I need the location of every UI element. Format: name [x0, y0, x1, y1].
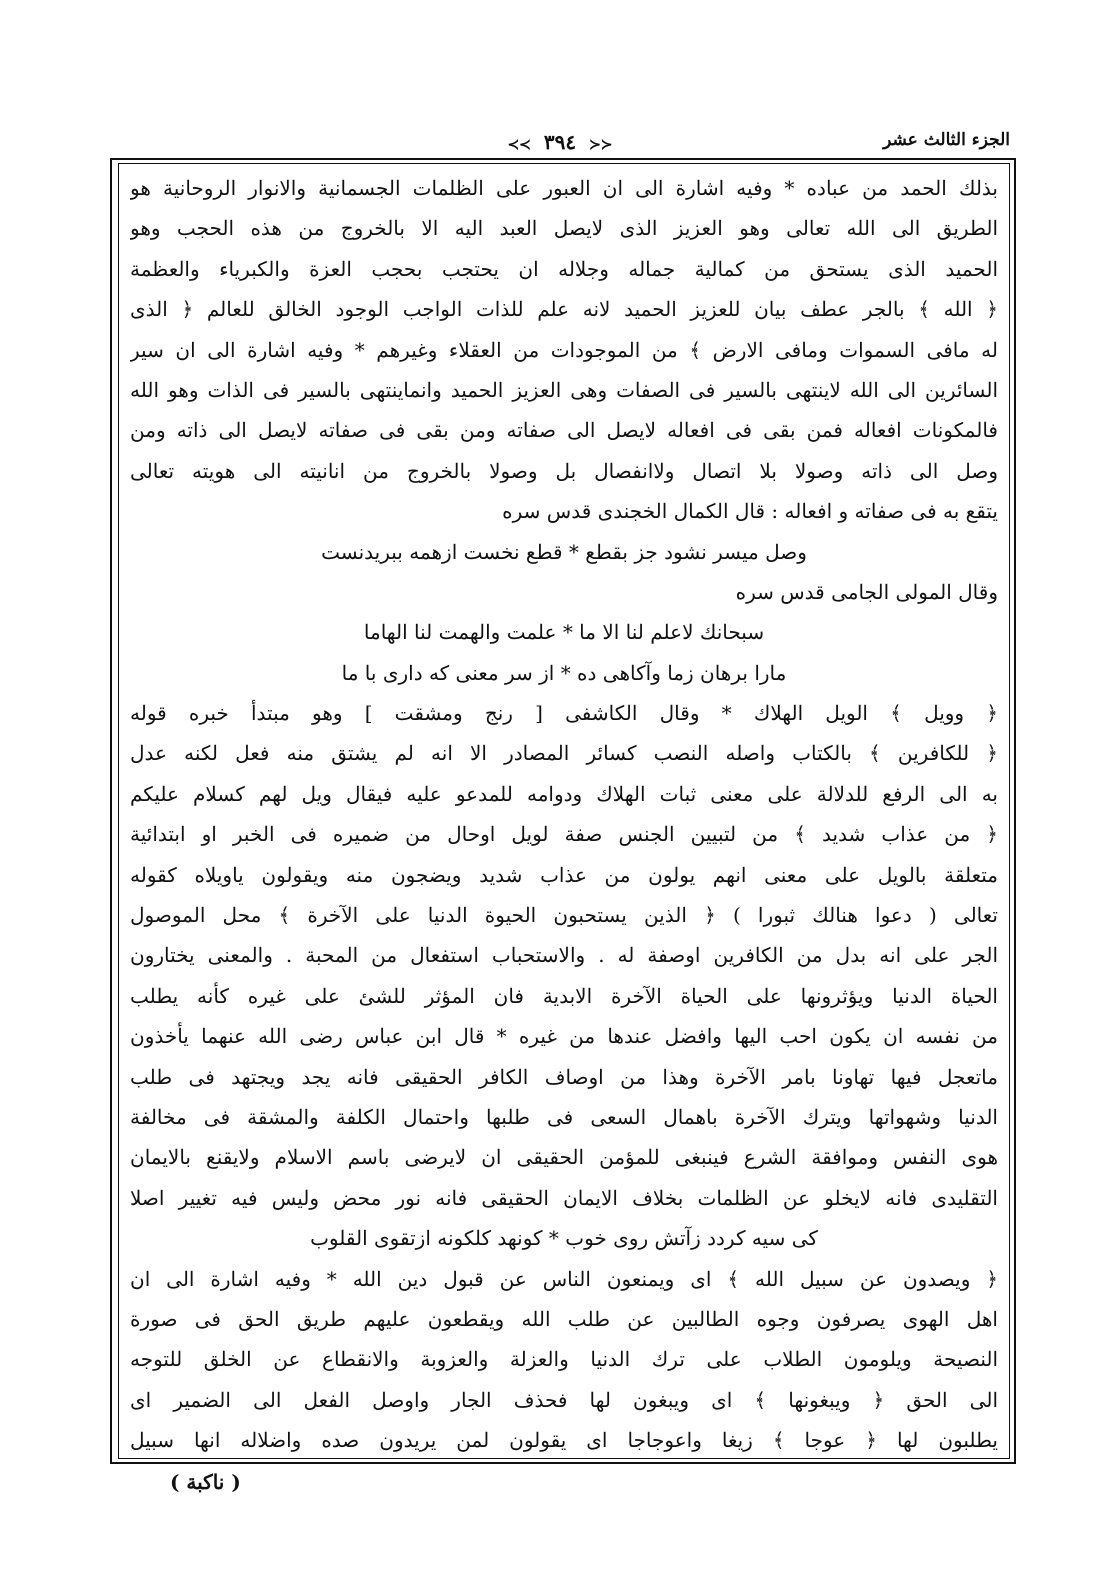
- text-line: ﴿ من عذاب شديد ﴾ من لتبيين الجنس صفة لويل اوحال من ضميره فى الخبر او ابتدائية: [130, 822, 998, 847]
- text-line: النصيحة ويلومون الطلاب على ترك الدنيا والعزلة والعزوبة والانقطاع عن الخلق للتوجه: [130, 1347, 998, 1372]
- text-line: ﴿ للكافرين ﴾ بالكتاب واصله النصب كسائر المصادر الا انه لم يشتق منه فعل لكنه عدل: [130, 741, 998, 766]
- verse-line: مارا برهان زما وآكاهى ده * از سر معنى كه دارى با ما: [341, 660, 787, 685]
- text-line: له مافى السموات ومافى الارض ﴾ من الموجودات من العقلاء وغيرهم * وفيه اشارة الى ان سير: [130, 337, 998, 362]
- text-line: متعلقة بالويل على معنى انهم يولون من عذاب شديد ويضجون منه ويقولون ياويلاه كقوله: [130, 862, 998, 887]
- text-line: السائرين الى الله لاينتهى بالسير فى الصفات وهى العزيز الحميد وانماينتهى بالسير فى الذات وهو الله: [130, 377, 998, 402]
- page-header: [110, 130, 1010, 156]
- text-line: وصل الى ذاته وصولا بلا اتصال ولاانفصال بل وصولا بالخروج من انانيته الى هويته تعالى: [130, 458, 998, 483]
- text-line: يتقع به فى صفاته و افعاله : قال الكمال الخجندى قدس سره: [502, 499, 998, 524]
- main-text-block: [130, 168, 998, 1461]
- part-label: الجزء الثالث عشر: [883, 130, 1010, 150]
- text-line: وقال المولى الجامى قدس سره: [735, 579, 998, 604]
- verse-line: كى سيه كردد زآتش روى خوب * كونهد كلكونه ازتقوى القلوب: [310, 1226, 818, 1251]
- catchword: ( ناكبة ): [170, 1470, 241, 1494]
- ornament-right: ≻≻: [507, 137, 531, 153]
- text-line: ﴿ الله ﴾ بالجر عطف بيان للعزيز الحميد لانه علم للذات الواجب الوجود الخالق للعالم ﴿ الذى: [130, 297, 998, 322]
- text-line: ماتعجل فيها تهاونا بامر الآخرة وهذا من اوصاف الكافر الحقيقى فانه يجد ويجتهد فى طلب: [130, 1064, 998, 1089]
- page-number: ٣٩٤: [543, 130, 577, 154]
- page-number-group: [110, 130, 1010, 154]
- text-line: الحياة الدنيا ويؤثرونها على الحياة الآخرة الابدية فان المؤثر للشئ على غيره كأنه يطلب: [130, 983, 998, 1008]
- text-line: الحميد الذى يستحق من كمالية جماله وجلاله ان يحتجب بحجب العزة والكبرياء والعظمة: [130, 256, 998, 281]
- text-line: تعالى ( دعوا هنالك ثبورا ) ﴿ الذين يستحبون الحيوة الدنيا على الآخرة ﴾ محل الموصول: [130, 903, 998, 928]
- text-line: فالمكونات افعاله فمن بقى فى افعاله لايصل الى صفاته ومن بقى فى صفاته لايصل الى ذاته ومن: [130, 418, 998, 443]
- verse-line: سبحانك لاعلم لنا الا ما * علمت والهمت لنا الهاما: [363, 620, 765, 645]
- text-line: الطريق الى الله تعالى وهو العزيز الذى لايصل العبد اليه الا بالخروج من هذه الحجب وهو: [130, 216, 998, 241]
- text-line: من نفسه ان يكون احب اليها وافضل عندها من غيره * قال ابن عباس رضى الله عنهما يأخذون: [130, 1024, 998, 1049]
- text-line: الدنيا وشهواتها ويترك الآخرة باهمال السعى فى طلبها واحتمال الكلفة والمشقة فى مخالفة: [130, 1104, 998, 1129]
- ornament-left: ≺≺: [589, 137, 613, 153]
- text-line: ﴿ ويصدون عن سبيل الله ﴾ اى ويمنعون الناس عن قبول دين الله * وفيه اشارة الى ان: [130, 1266, 998, 1291]
- text-line: هوى النفس وموافقة الشرع فينبغى للمؤمن الحقيقى ان لايرضى باسم الاسلام ولايقنع بالايمان: [130, 1145, 998, 1170]
- text-line: اهل الهوى يصرفون وجوه الطالبين عن طلب الله ويقطعون عليهم طريق الحق فى صورة: [130, 1306, 998, 1331]
- verse-line: وصل ميسر نشود جز بقطع * قطع نخست ازهمه ببريدنست: [321, 539, 807, 564]
- text-line: التقليدى فانه لايخلو عن الظلمات بخلاف الايمان الحقيقى فانه نور محض وليس فيه تغيير اصلا: [130, 1185, 998, 1210]
- text-line: ﴿ وويل ﴾ الويل الهلاك * وقال الكاشفى [ رنج ومشقت ] وهو مبتدأ خبره قوله: [130, 701, 998, 726]
- text-line: به الى الرفع للدلالة على معنى ثبات الهلاك ودوامه للمدعو عليه فيقال ويل لهم كسلام عليكم: [130, 781, 998, 806]
- text-line: يطلبون لها ﴿ عوجا ﴾ زيغا واعوجاجا اى يقولون لمن يريدون صده واضلاله انها سبيل: [130, 1428, 998, 1453]
- text-line: الى الحق ﴿ ويبغونها ﴾ اى ويبغون لها فحذف الجار واوصل الفعل الى الضمير اى: [130, 1387, 998, 1412]
- text-line: بذلك الحمد من عباده * وفيه اشارة الى ان العبور على الظلمات الجسمانية والانوار الروحانية هو: [130, 176, 998, 200]
- text-line: الجر على انه بدل من الكافرين اوصفة له . والاستحباب استفعال من المحبة . والمعنى يختارون: [130, 943, 998, 968]
